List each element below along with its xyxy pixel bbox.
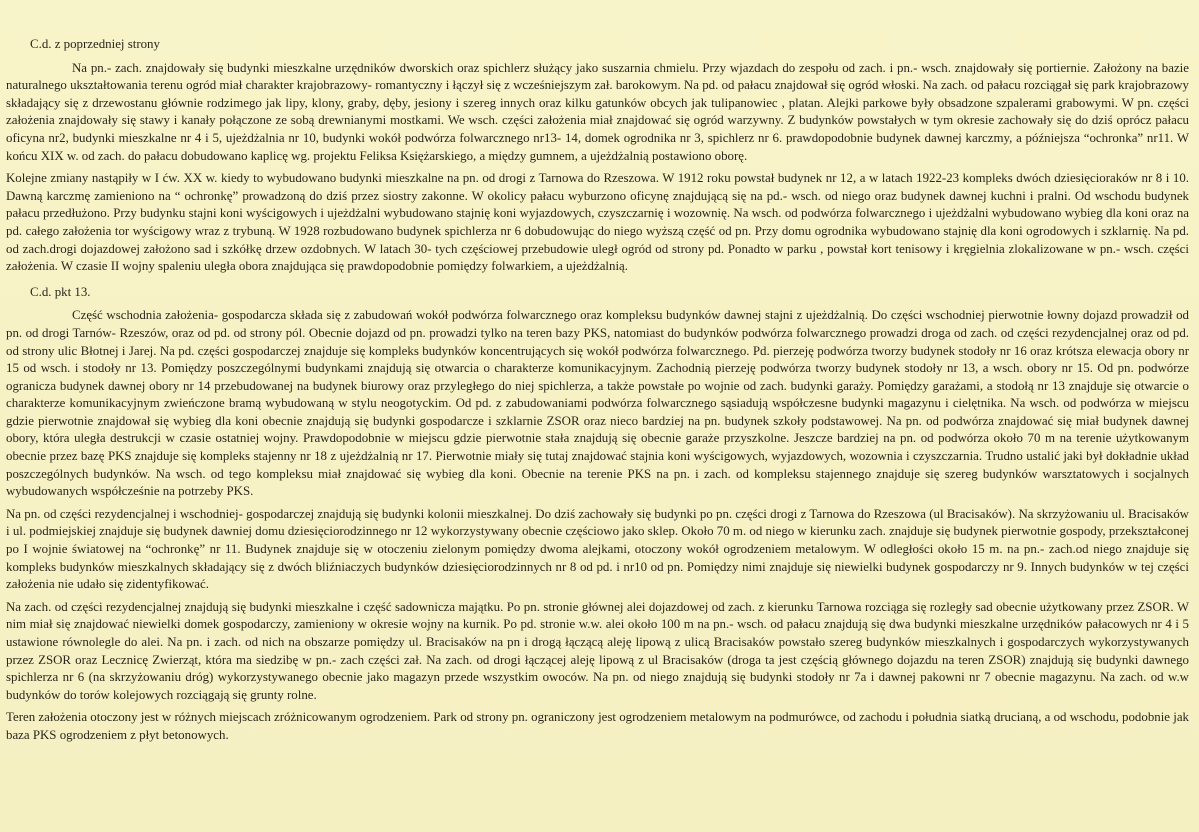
paragraph-4: Na pn. od części rezydencjalnej i wschodniej- gospodarczej znajdują się budynki kolonii mieszkalnej. Do dziś zachowały się budynki po pn. części drogi z Tarnowa do Rzeszowa (ul Bracisaków). Na skrzyżowaniu ul. Bracisaków i ul. podmiejskiej znajduje się budynek dawniej domu dziesięciorodzinnego nr 12 wykorzystywany obecnie częściowo jako sklep. Około 70 m. od niego w kierunku zach. znajduje się budynek pierwotnie gospody, przekształconej po I wojnie światowej na “ochronkę” nr 11. Budynek znajduje się w otoczeniu zielonym pomiędzy dwoma alejkami, otoczony wokół ogrodzeniem metalowym. W odległości około 15 m. na pn.- zach.od niego znajduje się kompleks budynków mieszkalnych składający się z dwóch bliźniaczych budynków dziesięciorodzinnych nr 8 od pd. i nr10 od pn. Pomiędzy nimi znajduje się niewielki budynek gospodarczy nr 9. Innych budynków w tej części założenia nie udało się zidentyfikować.	[6, 506, 1189, 592]
paragraph-2: Kolejne zmiany nastąpiły w I ćw. XX w. kiedy to wybudowano budynki mieszkalne na pn. od drogi z Tarnowa do Rzeszowa. W 1912 roku powstał budynek nr 12, a w latach 1922-23 kompleks dwóch dziesięcioraków nr 8 i 10. Dawną karczmę zamieniono na “ ochronkę” prowadzoną do dziś przez siostry zakonne. W okolicy pałacu wyburzono oficynę znajdującą się na pd.- wsch. od niego oraz budynek dawnej kuchni i pralni. Od wschodu budynek pałacu przedłużono. Przy budynku stajni koni wyścigowych i ujeżdżalni wybudowano stajnię koni wyjazdowych, czyszczarnię i wozownię. Na wsch. od podwórza folwarcznego i ujeżdżalni wybudowano wybieg dla koni oraz na pd. całego założenia tor wyścigowy wraz z trybuną. W 1928 rozbudowano budynek spichlerza nr 6 dobudowując do niego wyższą część od pn. Przy domu ogrodnika wybudowano stajnię dla koni ogrodowych i szklarnię. Na pd. od zach.drogi dojazdowej założono sad i szkółkę drzew ozdobnych. W latach 30- tych częściowej przebudowie uległ ogród od strony pd. Ponadto w parku , powstał kort tenisowy i kręgielnia zlokalizowane w pn.- wsch. części założenia. W czasie II wojny spaleniu uległa obora znajdująca się prawdopodobnie pomiędzy folwarkiem, a ujeżdżalnią.	[6, 171, 1189, 274]
paragraph-6: Teren założenia otoczony jest w różnych miejscach zróżnicowanym ogrodzeniem. Park od strony pn. ograniczony jest ogrodzeniem metalowym na podmurówce, od zachodu i południa siatką drucianą, a od wschodu, podobnie jak baza PKS ogrodzeniem z płyt betonowych.	[6, 710, 1189, 742]
paragraph-1: Na pn.- zach. znajdowały się budynki mieszkalne urzędników dworskich oraz spichlerz służący jako suszarnia chmielu. Przy wjazdach do zespołu od zach. i pn.- wsch. znajdowały się portiernie. Założony na bazie naturalnego ukształtowania terenu ogród miał charakter krajobrazowy- romantyczny i łączył się z wcześniejszym zał. barokowym. Na pd. od pałacu znajdował się ogród włoski. Na zach. od pałacu rozciągał się park krajobrazowy składający się z drzewostanu głównie rodzimego jak lipy, klony, graby, dęby, jesiony i szereg innych oraz kilku gatunków obcych jak tulipanowiec , platan. Alejki parkowe były obsadzone szpalerami grabowymi. W pn. części założenia znajdowały się stawy i kanały połączone ze sobą drewnianymi mostkami. We wsch. części założenia miał znajdować się ogród warzywny. Z budynków powstałych w tym okresie zachowały się do dziś oprócz pałacu oficyna nr2, budynki mieszkalne nr 4 i 5, ujeżdżalnia nr 10, budynki wokół podwórza folwarcznego nr13- 14, domek ogrodnika nr 3, spichlerz nr 6. prawdopodobnie budynek dawnej karczmy, a późniejsza “ochronka” nr11. W końcu XIX w. od zach. do pałacu dobudowano kaplicę wg. projektu Feliksa Księżarskiego, a między gumnem, a ujeżdżalnią postawiono oborę.	[6, 60, 1189, 163]
paragraph-5: Na zach. od części rezydencjalnej znajdują się budynki mieszkalne i część sadownicza majątku. Po pn. stronie głównej alei dojazdowej od zach. z kierunku Tarnowa rozciąga się rozległy sad obecnie użytkowany przez ZSOR. W nim miał się znajdować niewielki domek gospodarczy, zamieniony w okresie wojny na kurnik. Po pd. stronie w.w. alei około 100 m na pn.- wsch. od pałacu znajdują się dwa budynki mieszkalne urzędników pałacowych nr 4 i 5 ustawione równolegle do alei. Na pn. i zach. od nich na obszarze pomiędzy ul. Bracisaków na pn i drogą łączącą aleję lipową z ulicą Bracisaków powstało szereg budynków mieszkalnych i gospodarczych wykorzystywanych przez ZSOR oraz Lecznicę Zwierząt, która ma siedzibę w pn.- zach części zał. Na zach. od drogi łączącej aleję lipową z ul Bracisaków (droga ta jest częścią głównego dojazdu na teren ZSOR) znajdują się budynki dawnego spichlerza nr 6 (na skrzyżowaniu dróg) wykorzystywanego obecnie jako magazyn przede wszystkim owoców. Na pn. od niego znajdują się budynki stodoły nr 7a i dawnej pakowni nr 7 obecnie magazynu. Na zach. od w.w budynków do torów kolejowych rozciągają się grunty rolne.	[6, 599, 1189, 702]
heading-point-13: C.d. pkt 13.	[30, 284, 91, 299]
paragraph-3: Część wschodnia założenia- gospodarcza składa się z zabudowań wokół podwórza folwarcznego oraz kompleksu budynków dawnej stajni z ujeżdżalnią. Do części wschodniej pierwotnie łowny dojazd prowadził od pn. od drogi Tarnów- Rzeszów, oraz od pd. od strony pól. Obecnie dojazd od pn. prowadzi tylko na teren bazy PKS, natomiast do budynków podwórza folwarcznego prowadzi droga od zach. od części rezydencjalnej oraz od pd. od strony ulic Błotnej i Jarej. Na pd. części gospodarczej znajduje się kompleks budynków koncentrujących się wokół podwórza folwarcznego. Pd. pierzeję podwórza tworzy budynek stodoły nr 16 oraz krótsza elewacja obory nr 15 od wsch. i stodoły nr 13. Pomiędzy poszczególnymi budynkami znajdują się otwarcia o charakterze komunikacyjnym. Zachodnią pierzeję podwórza tworzy budynek stodoły nr 13, a wsch. obory nr 15. Od pn. podwórze ogranicza budynek dawnej obory nr 14 przebudowanej na budynek biurowy oraz przyległego do niej spichlerza, a także powstałe po wojnie od zach. budynki garaży. Pomiędzy garażami, a stodołą nr 13 znajduje się otwarcie o charakterze komunikacyjnym zwieńczone bramą wybudowaną w stylu neogotyckim. Od pd. z zabudowaniami podwórza folwarcznego sąsiadują współczesne budynki magazynu i cielętnika. Na wsch. od podwórza w miejscu gdzie pierwotnie znajdował się wybieg dla koni obecnie znajdują się budynki gospodarcze i szklarnie ZSOR oraz nieco bardziej na pn. budynek szkoły podstawowej. Na pn. od podwórza znajdować się miał budynek dawnej obory, która uległa destrukcji w czasie ostatniej wojny. Prawdopodobnie w miejscu gdzie pierwotnie stała znajdują się obecnie garaże przyszkolne. Jeszcze bardziej na pn. od podwórza około 70 m na terenie użytkowanym obecnie przez bazę PKS znajduje się kompleks stajenny nr 18 z ujeżdżalnią nr 17. Pierwotnie miały się tutaj znajdować stajnia koni wyścigowych, wyjazdowych, wozownia i czyszczarnia. Trudno ustalić jaki był dokładnie układ poszczególnych budynków. Na wsch. od tego kompleksu miał znajdować się wybieg dla koni. Obecnie na terenie PKS na pn. i zach. od kompleksu stajennego znajduje się szereg budynków warsztatowych i socjalnych wybudowanych współcześnie na potrzeby PKS.	[6, 308, 1189, 499]
heading-continued-from-previous-page: C.d. z poprzedniej strony	[30, 37, 160, 51]
